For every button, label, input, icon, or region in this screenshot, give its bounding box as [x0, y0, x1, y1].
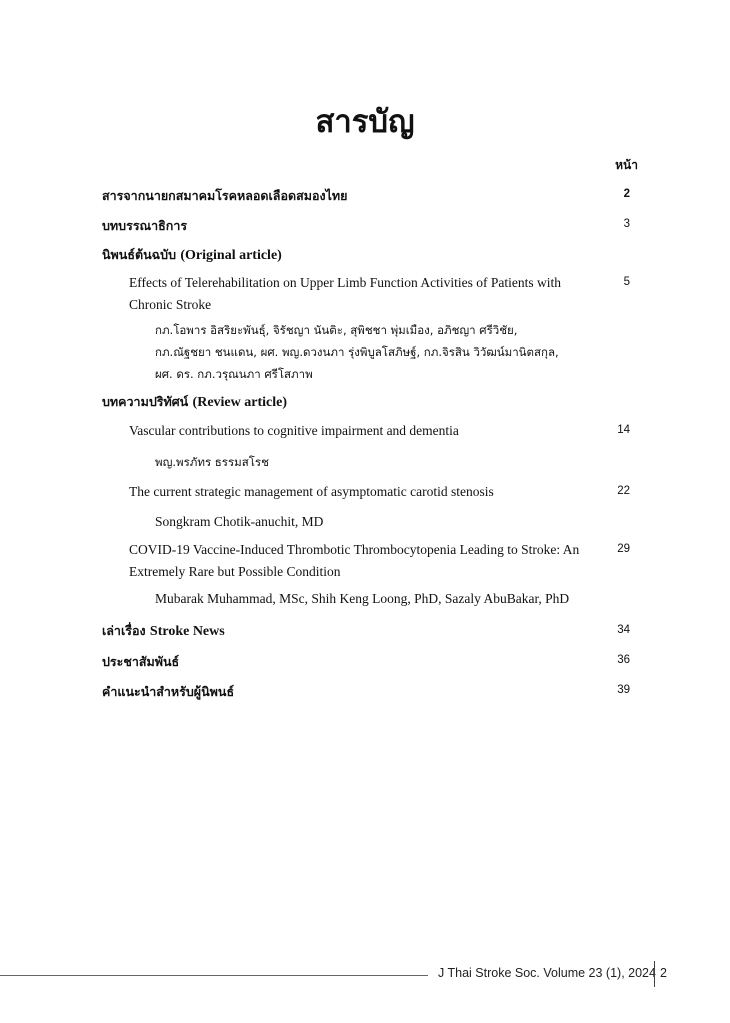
footer-rule: [0, 975, 428, 976]
authors-line: กภ.โอพาร อิสริยะพันธุ์, จิรัชญา นันติะ, สุพิชชา พุ่มเมือง, อภิชญา ศรีวิชัย,: [155, 323, 518, 337]
toc-page-number: 39: [617, 684, 630, 696]
footer-divider: [654, 961, 655, 987]
toc-page-number: 3: [623, 218, 630, 230]
toc-section-review-article: [102, 392, 287, 412]
toc-page-number: 14: [617, 424, 630, 436]
toc-entry-author-guide[interactable]: คำแนะนำสำหรับผู้นิพนธ์: [102, 684, 235, 699]
authors-line: กภ.ณัฐชยา ชนแดน, ผศ. พญ.ดวงนภา รุ่งพิบูลโสภิษฐ์, กภ.จิรสิน วิวัฒน์มานิตสกุล,: [155, 345, 559, 359]
toc-page-number: 34: [617, 624, 630, 636]
article-authors: Songkram Chotik-anuchit, MD: [155, 514, 324, 529]
page-title: สารบัญ: [315, 104, 415, 140]
toc-entry-stroke-news[interactable]: [102, 621, 225, 641]
toc-page-number: 2: [623, 188, 630, 200]
toc-entry-president-message[interactable]: สารจากนายกสมาคมโรคหลอดเลือดสมองไทย: [102, 188, 348, 203]
section-label-thai: นิพนธ์ต้นฉบับ: [102, 247, 181, 262]
footer-page-number: 2: [660, 966, 667, 980]
toc-entry-public-relations[interactable]: ประชาสัมพันธ์: [102, 654, 180, 669]
article-authors: Mubarak Muhammad, MSc, Shih Keng Loong, PhD, Sazaly AbuBakar, PhD: [155, 591, 570, 606]
page-column-header: หน้า: [615, 158, 638, 172]
footer-journal-citation: J Thai Stroke Soc. Volume 23 (1), 2024: [438, 966, 656, 980]
toc-page-number: 22: [617, 485, 630, 497]
toc-page-number: 5: [623, 276, 630, 288]
section-label-english: (Review article): [192, 395, 287, 410]
authors-line: ผศ. ดร. กภ.วรุณนภา ศรีโสภาพ: [155, 367, 313, 381]
article-authors: พญ.พรภัทร ธรรมสโรช: [155, 455, 269, 469]
toc-article-covid-vaccine[interactable]: COVID-19 Vaccine-Induced Thrombotic Thrombocytopenia Leading to Stroke: An Extremely Rare but Possible Condition: [129, 542, 580, 579]
section-label-thai: เล่าเรื่อง: [102, 623, 150, 638]
toc-article-carotid-stenosis[interactable]: The current strategic management of asymptomatic carotid stenosis: [129, 484, 494, 499]
toc-page-number: 36: [617, 654, 630, 666]
article-authors: [155, 319, 615, 385]
toc-page-number: 29: [617, 543, 630, 555]
section-label-thai: บทความปริทัศน์: [102, 394, 193, 409]
toc-article-telerehabilitation[interactable]: Effects of Telerehabilitation on Upper Limb Function Activities of Patients with Chronic Stroke: [129, 275, 561, 312]
toc-section-original-article: [102, 245, 282, 265]
section-label-english: Stroke News: [149, 624, 225, 639]
toc-entry-editorial[interactable]: บทบรรณาธิการ: [102, 218, 188, 233]
toc-article-vascular-cognitive[interactable]: Vascular contributions to cognitive impairment and dementia: [129, 423, 459, 438]
section-label-english: (Original article): [180, 248, 282, 263]
